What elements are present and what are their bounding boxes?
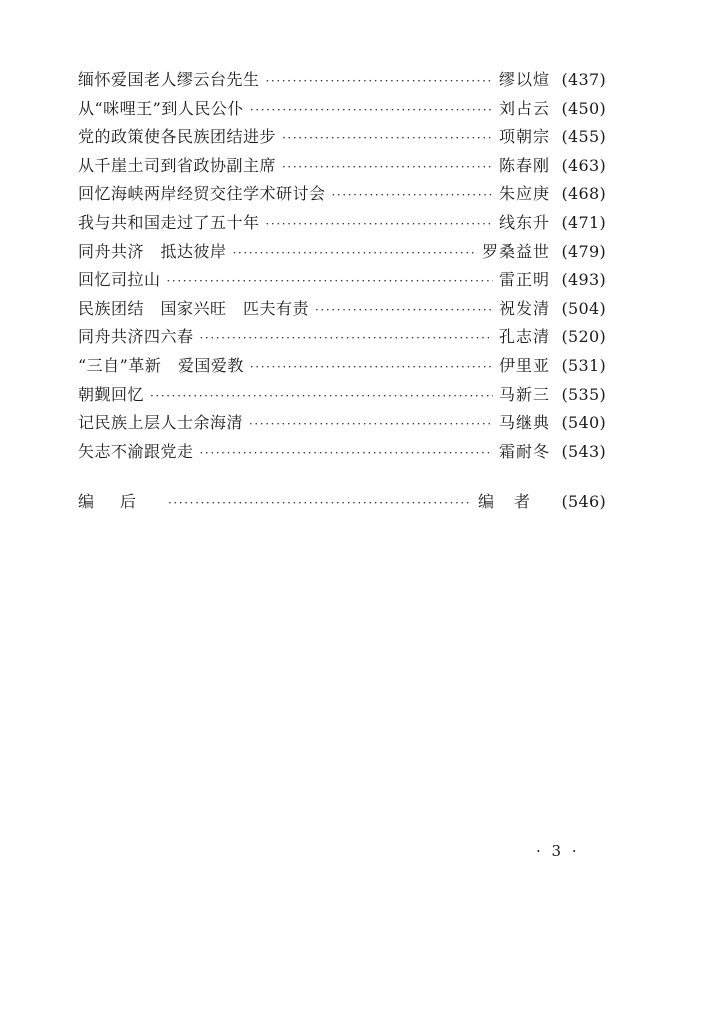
toc-entry[interactable] bbox=[78, 381, 606, 410]
toc-entry-author: 马新三 bbox=[498, 384, 550, 404]
toc-entry[interactable] bbox=[78, 352, 606, 381]
toc-entry[interactable] bbox=[78, 152, 606, 181]
toc-entry-page: (468) bbox=[561, 184, 606, 204]
toc-entry-page: (471) bbox=[561, 212, 606, 232]
leader-dots bbox=[233, 239, 476, 268]
toc-entry-title: 朝觐回忆 bbox=[78, 384, 145, 404]
table-of-contents bbox=[78, 66, 606, 517]
leader-dots bbox=[167, 267, 493, 296]
toc-entry-title: 从“咪哩王”到人民公仆 bbox=[78, 98, 244, 118]
toc-entry-title: “三自”革新 爱国爱教 bbox=[78, 355, 244, 375]
leader-dots bbox=[200, 439, 493, 468]
leader-dots bbox=[250, 96, 493, 125]
leader-dots bbox=[315, 296, 493, 325]
leader-dots bbox=[150, 382, 493, 411]
toc-entry[interactable] bbox=[78, 238, 606, 267]
toc-entry-title: 回忆海峡两岸经贸交往学术研讨会 bbox=[78, 184, 326, 204]
leader-dots bbox=[282, 153, 493, 182]
toc-entry-author: 雷正明 bbox=[498, 270, 550, 290]
toc-entry[interactable] bbox=[78, 438, 606, 467]
toc-entry[interactable] bbox=[78, 66, 606, 95]
toc-entry-page: (504) bbox=[561, 298, 606, 318]
toc-entry[interactable] bbox=[78, 266, 606, 295]
toc-entry-author: 刘占云 bbox=[498, 98, 550, 118]
toc-entry-author: 霜耐冬 bbox=[498, 441, 550, 461]
toc-entry[interactable] bbox=[78, 295, 606, 324]
leader-dots bbox=[266, 67, 493, 96]
toc-entry-title: 记民族上层人士余海清 bbox=[78, 413, 244, 433]
toc-entry-page: (535) bbox=[561, 384, 606, 404]
toc-entry-author: 项朝宗 bbox=[498, 127, 550, 147]
leader-dots bbox=[282, 124, 493, 153]
leader-dots bbox=[266, 210, 493, 239]
toc-entry-author: 朱应庚 bbox=[498, 184, 550, 204]
leader-dots bbox=[250, 353, 493, 382]
toc-entry-author: 祝发清 bbox=[498, 298, 550, 318]
toc-entry-page: (479) bbox=[561, 241, 606, 261]
toc-entry-author: 缪以煊 bbox=[498, 70, 550, 89]
toc-entry[interactable] bbox=[78, 409, 606, 438]
toc-entry-page: (543) bbox=[561, 441, 606, 461]
leader-dots bbox=[332, 181, 493, 210]
toc-entry-page: (437) bbox=[561, 70, 606, 89]
toc-entry-author: 线东升 bbox=[498, 212, 550, 232]
toc-entry[interactable] bbox=[78, 180, 606, 209]
toc-entry-title: 同舟共济 抵达彼岸 bbox=[78, 241, 227, 261]
page-number: · 3 · bbox=[536, 842, 580, 860]
leader-dots bbox=[249, 410, 493, 439]
toc-entry-page: (540) bbox=[561, 413, 606, 433]
toc-entry-page: (463) bbox=[561, 155, 606, 175]
toc-entry-title: 矢志不渝跟党走 bbox=[78, 441, 194, 461]
toc-entry[interactable] bbox=[78, 209, 606, 238]
toc-entry-author: 编者 bbox=[477, 492, 550, 512]
toc-entry-title: 从千崖土司到省政协副主席 bbox=[78, 155, 277, 175]
toc-entry-title: 党的政策使各民族团结进步 bbox=[78, 127, 277, 147]
toc-entry-page: (546) bbox=[561, 492, 606, 512]
toc-entry-author: 马继典 bbox=[498, 413, 550, 433]
toc-entry-afterword[interactable] bbox=[78, 488, 606, 517]
toc-entry-title: 缅怀爱国老人缪云台先生 bbox=[78, 70, 260, 89]
toc-entry-page: (531) bbox=[561, 355, 606, 375]
toc-entry-author: 罗桑益世 bbox=[481, 241, 550, 261]
toc-entry-title: 同舟共济四六春 bbox=[78, 327, 194, 347]
toc-entry-author: 孔志清 bbox=[498, 327, 550, 347]
toc-entry[interactable] bbox=[78, 95, 606, 124]
section-gap bbox=[78, 466, 606, 488]
leader-dots bbox=[200, 324, 493, 353]
toc-entry-page: (455) bbox=[561, 127, 606, 147]
toc-entry-title: 编后 bbox=[78, 492, 163, 512]
toc-entry-title: 民族团结 国家兴旺 匹夫有责 bbox=[78, 298, 310, 318]
toc-entry-page: (520) bbox=[561, 327, 606, 347]
toc-entry-author: 陈春刚 bbox=[498, 155, 550, 175]
toc-entry[interactable] bbox=[78, 323, 606, 352]
toc-entry-author: 伊里亚 bbox=[498, 355, 550, 375]
toc-entry-page: (450) bbox=[561, 98, 606, 118]
toc-entry[interactable] bbox=[78, 123, 606, 152]
toc-entry-title: 回忆司拉山 bbox=[78, 270, 161, 290]
toc-entry-page: (493) bbox=[561, 270, 606, 290]
leader-dots bbox=[168, 489, 472, 518]
toc-entry-title: 我与共和国走过了五十年 bbox=[78, 212, 260, 232]
